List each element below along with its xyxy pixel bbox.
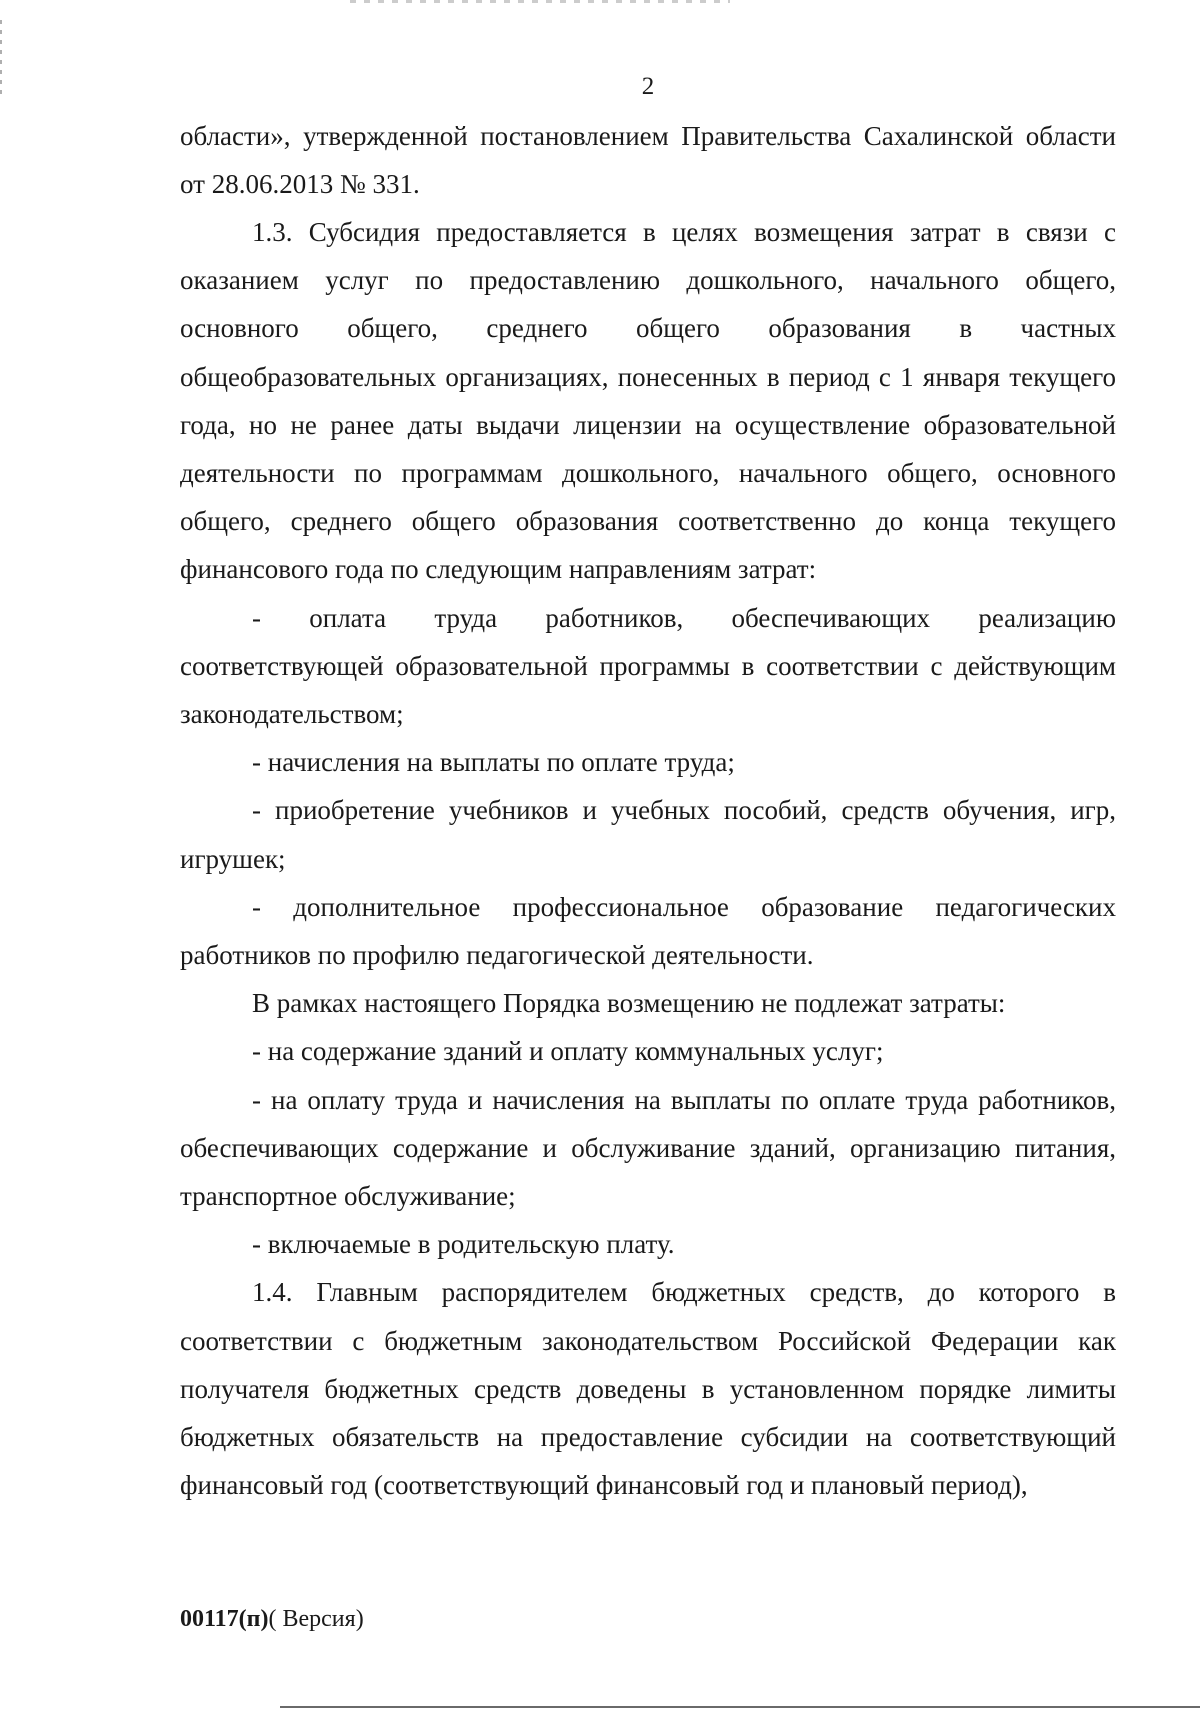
list-item-maintenance-staff: - на оплату труда и начисления на выплаты по оплате труда работников, обеспечивающих содержание и обслуживание зданий, организацию питания, транспортное обслуживание; [180,1084,1116,1211]
paragraph-continuation: области», утвержденной постановлением Правительства Сахалинской области от 28.06.2013 № 331. [180,120,1116,199]
paragraph-1-3: 1.3. Субсидия предоставляется в целях возмещения затрат в связи с оказанием услуг по предоставлению дошкольного, начального общего, основного общего, среднего общего образования в частных общеобразовательных организациях, понесенных в период с 1 января текущего года, но не ранее даты выдачи лицензии на осуществление образовательной деятельности по программам дошкольного, начального общего, основного общего, среднего общего образования соответственно до конца текущего финансового года по следующим направлениям затрат: [180,216,1116,585]
list-item-textbooks: - приобретение учебников и учебных пособий, средств обучения, игр, игрушек; [180,795,1116,874]
list-item-payroll-charges: - начисления на выплаты по оплате труда; [252,747,735,778]
scan-artifact-top [350,0,730,3]
document-body [180,112,1116,1510]
paragraph-1-4: 1.4. Главным распорядителем бюджетных средств, до которого в соответствии с бюджетным законодательством Российской Федерации как получателя бюджетных средств доведены в установленном порядке лимиты бюджетных обязательств на предоставление субсидии на соответствующий финансовый год (соответствующий финансовый год и плановый период), [180,1277,1116,1501]
page-number: 2 [641,73,655,100]
list-item-professional-education: - дополнительное профессиональное образование педагогических работников по профилю педагогической деятельности. [180,891,1116,970]
scan-artifact-bottom [280,1706,1200,1708]
paragraph-excluded-costs: В рамках настоящего Порядка возмещению не подлежат затраты: [252,988,1006,1019]
list-item-buildings-utilities: - на содержание зданий и оплату коммунальных услуг; [252,1036,884,1067]
document-footer [180,1604,364,1634]
footer-version: ( Версия) [268,1606,364,1632]
list-item-parental-fee: - включаемые в родительскую плату. [252,1229,675,1260]
footer-document-code: 00117(п) [180,1606,269,1632]
list-item-labor-costs: - оплата труда работников, обеспечивающих реализацию соответствующей образовательной программы в соответствии с действующим законодательством; [180,602,1116,729]
